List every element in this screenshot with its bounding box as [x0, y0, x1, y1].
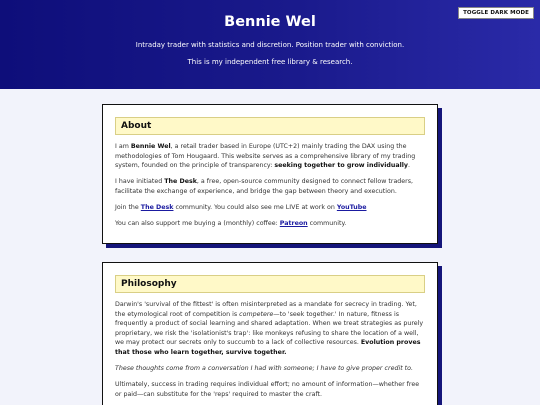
youtube-link[interactable]: YouTube [336, 203, 367, 211]
about-heading: About [115, 117, 425, 135]
philosophy-credit-paragraph: These thoughts come from a conversation I had with someone; I have to give proper credit to. [115, 365, 413, 373]
site-tagline: Intraday trader with statistics and discretion. Position trader with conviction. [135, 41, 405, 49]
site-header [0, 0, 540, 89]
about-intro-paragraph: I am Bennie Wel, a retail trader based in Europe (UTC+2) mainly trading the DAX using the methodologies of Tom Hougaard. This website serves as a comprehensive library of my trading system, founded on the principle of transparency: seeking together to grow individually. [115, 143, 416, 170]
the-desk-link[interactable]: The Desk [140, 203, 174, 211]
philosophy-effort-paragraph: Ultimately, success in trading requires individual effort; no amount of information—whether free or paid—can substitute for the 'reps' required to master the craft. [115, 381, 420, 398]
patreon-link[interactable]: Patreon [279, 220, 308, 228]
about-desk-paragraph: I have initiated The Desk, a free, open-source community designed to connect fellow traders, facilitate the exchange of experience, and bridge the gap between theory and execution. [115, 178, 414, 195]
philosophy-heading: Philosophy [115, 275, 425, 293]
philosophy-darwin-paragraph: Darwin's 'survival of the fittest' is often misinterpreted as a mandate for secrecy in trading. Yet, the etymological root of competition is competere—to 'seek together.' In nature, fitness is frequently a product of social learning and shared adaptation. When we treat strategies as purely proprietary, we risk the 'isolationist's trap': like monkeys refusing to share the location of a well, we may protect our secrets only to succumb to a lack of collective resources. Evolution proves that those who learn together, survive together. [115, 301, 424, 356]
philosophy-card [102, 262, 438, 405]
about-support-paragraph: You can also support me buying a (monthly) coffee: Patreon community. [115, 220, 347, 228]
toggle-dark-mode-button[interactable]: TOGGLE DARK MODE [458, 7, 534, 19]
site-title: Bennie Wel [224, 14, 316, 30]
about-join-paragraph: Join the The Desk community. You could also see me LIVE at work on YouTube [115, 203, 367, 211]
site-description: This is my independent free library & research. [187, 58, 353, 66]
about-card [102, 104, 438, 244]
